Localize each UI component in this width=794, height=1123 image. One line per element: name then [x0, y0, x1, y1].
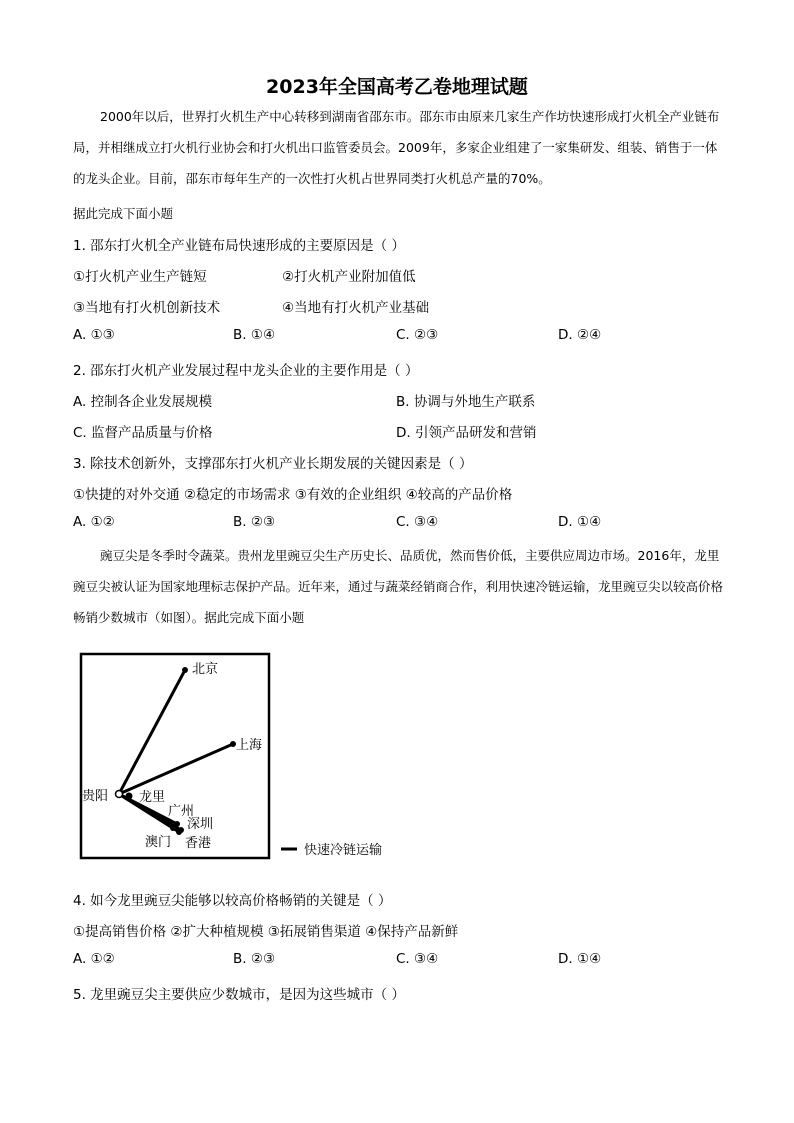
label-guangzhou: 广州	[168, 804, 195, 819]
q1-statement-2: ②打火机产业附加值低	[282, 269, 416, 285]
q3-statements: ①快捷的对外交通 ②稳定的市场需求 ③有效的企业组织 ④较高的产品价格	[73, 487, 513, 503]
guiyang-dot	[116, 791, 123, 798]
label-shanghai: 上海	[236, 738, 263, 753]
q4-statements: ①提高销售价格 ②扩大种植规模 ③拓展销售渠道 ④保持产品新鲜	[73, 924, 459, 940]
q4-option-d[interactable]: D. ①④	[558, 951, 602, 967]
beijing-dot	[182, 667, 188, 673]
q2-option-d[interactable]: D. 引领产品研发和营销	[396, 425, 537, 441]
q1-statement-1: ①打火机产业生产链短	[73, 269, 207, 285]
hongkong-dot	[176, 829, 182, 835]
intro-paragraph-1: 2000年以后，世界打火机生产中心转移到湖南省邵东市。邵东市由原来几家生产作坊快速形成打火机全产业链布局，并相继成立打火机行业协会和打火机出口监管委员会。2009年，多家企业组建了一家集研发、组装、销售于一体的龙头企业。目前，邵东市每年生产的一次性打火机占世界同类打火机总产量的70%。	[73, 109, 720, 186]
macau-dot	[170, 825, 176, 831]
cold-chain-map	[73, 648, 413, 864]
q1-option-b[interactable]: B. ①④	[233, 327, 276, 343]
intro-paragraph-2: 豌豆尖是冬季时令蔬菜。贵州龙里豌豆尖生产历史长、品质优，然而售价低，主要供应周边市场。2016年，龙里豌豆尖被认证为国家地理标志保护产品。近年来，通过与蔬菜经销商合作，利用快速冷链运输，龙里豌豆尖以较高价格畅销少数城市（如图）。据此完成下面小题	[73, 548, 724, 625]
q2-option-b[interactable]: B. 协调与外地生产联系	[396, 394, 536, 410]
route-beijing	[119, 670, 185, 794]
q4-option-b[interactable]: B. ②③	[233, 951, 276, 967]
route-shanghai	[119, 744, 233, 794]
q3-stem: 3. 除技术创新外，支撑邵东打火机产业长期发展的关键因素是（ ）	[73, 456, 473, 472]
q2-stem: 2. 邵东打火机产业发展过程中龙头企业的主要作用是（ ）	[73, 363, 419, 379]
lead-text-1: 据此完成下面小题	[73, 206, 174, 221]
q3-option-c[interactable]: C. ③④	[396, 514, 439, 530]
q4-stem: 4. 如今龙里豌豆尖能够以较高价格畅销的关键是（ ）	[73, 893, 392, 909]
q3-option-a[interactable]: A. ①②	[73, 514, 115, 530]
q1-statement-3: ③当地有打火机创新技术	[73, 300, 221, 316]
label-longli: 龙里	[139, 790, 166, 805]
q4-option-a[interactable]: A. ①②	[73, 951, 115, 967]
label-guiyang: 贵阳	[82, 789, 109, 804]
q3-option-d[interactable]: D. ①④	[558, 514, 602, 530]
q5-stem: 5. 龙里豌豆尖主要供应少数城市，是因为这些城市（ ）	[73, 987, 405, 1003]
q2-option-a[interactable]: A. 控制各企业发展规模	[73, 394, 213, 410]
q1-option-a[interactable]: A. ①③	[73, 327, 115, 343]
longli-dot	[126, 793, 133, 800]
label-shenzhen: 深圳	[187, 817, 214, 832]
q2-option-c[interactable]: C. 监督产品质量与价格	[73, 425, 213, 441]
q1-option-d[interactable]: D. ②④	[558, 327, 602, 343]
q3-option-b[interactable]: B. ②③	[233, 514, 276, 530]
label-macau: 澳门	[145, 835, 172, 850]
q4-option-c[interactable]: C. ③④	[396, 951, 439, 967]
q1-option-c[interactable]: C. ②③	[396, 327, 439, 343]
label-beijing: 北京	[192, 662, 219, 677]
q1-stem: 1. 邵东打火机全产业链布局快速形成的主要原因是（ ）	[73, 238, 405, 254]
label-hongkong: 香港	[185, 836, 212, 851]
q1-statement-4: ④当地有打火机产业基础	[282, 300, 430, 316]
page-title: 2023年全国高考乙卷地理试题	[266, 76, 528, 98]
legend-label: 快速冷链运输	[304, 843, 383, 858]
